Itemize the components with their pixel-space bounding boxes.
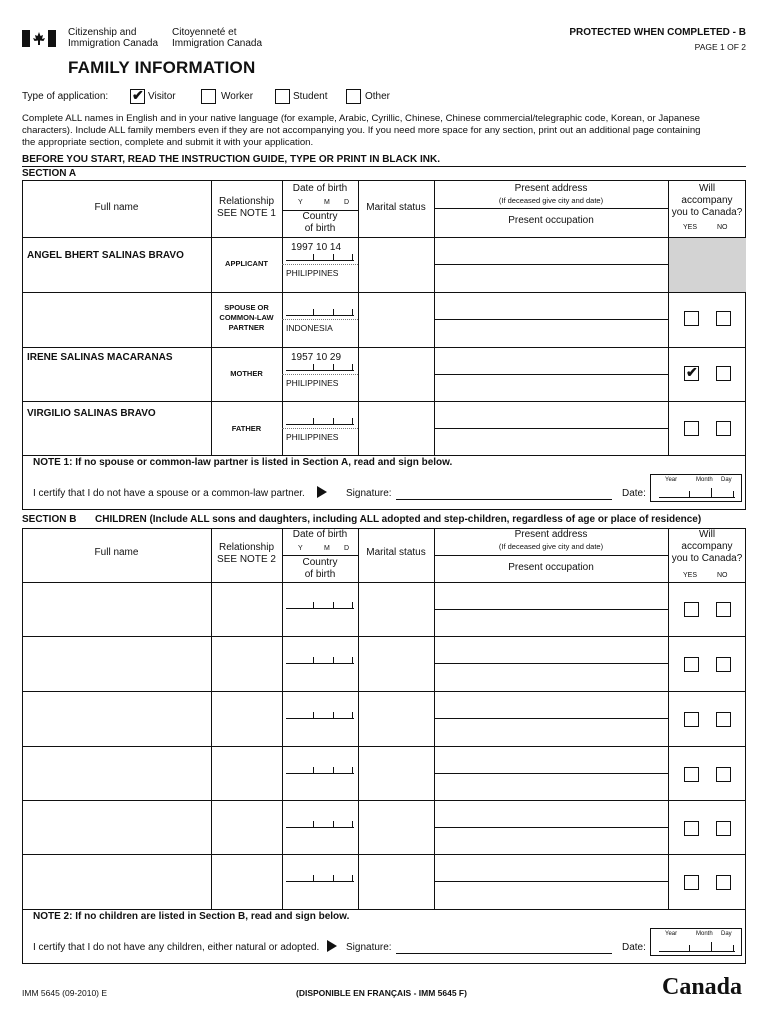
- spouse-country[interactable]: INDONESIA: [286, 323, 333, 333]
- grid-line: [668, 528, 669, 909]
- page-title: FAMILY INFORMATION: [68, 58, 256, 77]
- instructions: Complete ALL names in English and in your native language (for example, Arabic, Cyrillic, Chinese, Chinese commercial/telegraphic code, Korean, or Japanese characters). Include ALL family members even if they are not accompanying you. If you need more space for any section, print out an additional page containing the appropriate section, complete and submit it with your application.: [22, 113, 701, 148]
- french-availability: (DISPONIBLE EN FRANÇAIS - IMM 5645 F): [296, 988, 467, 998]
- grid-line: [22, 582, 746, 583]
- mother-country[interactable]: PHILIPPINES: [286, 378, 339, 388]
- page-number: PAGE 1 OF 2: [694, 42, 746, 52]
- student-checkbox[interactable]: [275, 89, 290, 104]
- dob-field: [286, 254, 354, 261]
- mother-name[interactable]: IRENE SALINAS MACARANAS: [27, 352, 173, 363]
- col-if-deceased: (If deceased give city and date): [498, 542, 604, 551]
- grid-line: [282, 374, 358, 375]
- certify-no-children: I certify that I do not have any children, either natural or adopted.: [33, 942, 320, 953]
- grid-line: [434, 881, 668, 882]
- note-2: NOTE 2: If no children are listed in Section B, read and sign below.: [33, 911, 350, 922]
- col-country-of-birth: Country of birth: [302, 211, 338, 234]
- date-field[interactable]: Year Month Day: [650, 928, 742, 956]
- grid-line: [22, 909, 746, 910]
- date-label: Date:: [622, 942, 646, 953]
- divider: [22, 166, 746, 167]
- accompany-na-shade: [669, 238, 746, 292]
- child-no-checkbox[interactable]: [716, 875, 731, 890]
- visitor-label: Visitor: [148, 91, 176, 102]
- grid-line: [434, 319, 668, 320]
- yes-label: YES: [683, 572, 698, 579]
- note-1: NOTE 1: If no spouse or common-law partner is listed in Section A, read and sign below.: [33, 457, 453, 468]
- relationship-spouse: SPOUSE OR COMMON-LAW PARTNER: [219, 303, 274, 332]
- month-label: M: [324, 545, 330, 552]
- year-label: Y: [298, 545, 303, 552]
- col-full-name: Full name: [94, 547, 139, 558]
- grid-line: [434, 264, 668, 265]
- worker-label: Worker: [221, 91, 254, 102]
- canada-flag-icon: [22, 30, 56, 47]
- grid-line: [434, 609, 668, 610]
- grid-line: [668, 180, 669, 455]
- no-label: NO: [717, 572, 728, 579]
- col-will-accompany: Will accompany you to Canada?: [671, 183, 743, 218]
- grid-line: [22, 347, 746, 348]
- dept-name-fr: Citoyenneté et Immigration Canada: [172, 27, 263, 49]
- applicant-country[interactable]: PHILIPPINES: [286, 268, 339, 278]
- dob-field[interactable]: [286, 602, 354, 609]
- dob-field: [286, 364, 354, 371]
- grid-line: [282, 264, 358, 265]
- relationship-mother: MOTHER: [230, 369, 263, 378]
- visitor-checkbox[interactable]: [130, 89, 145, 104]
- check-icon: ✔: [132, 87, 144, 103]
- dept-name-en: Citizenship and Immigration Canada: [68, 27, 159, 49]
- grid-line: [434, 827, 668, 828]
- relationship-father: FATHER: [231, 424, 262, 433]
- form-id: IMM 5645 (09-2010) E: [22, 988, 108, 998]
- worker-checkbox[interactable]: [201, 89, 216, 104]
- grid-line: [434, 555, 668, 556]
- grid-line: [22, 746, 746, 747]
- section-a-label: SECTION A: [22, 168, 77, 179]
- arrow-right-icon: [327, 940, 337, 952]
- child-yes-checkbox[interactable]: [684, 821, 699, 836]
- signature-field[interactable]: [396, 499, 612, 500]
- section-b-title: CHILDREN (Include ALL sons and daughters, including ALL adopted and step-children, regardless of age or place of residence): [95, 514, 702, 525]
- col-date-of-birth: Date of birth: [292, 529, 348, 540]
- dob-field[interactable]: [286, 712, 354, 719]
- child-no-checkbox[interactable]: [716, 602, 731, 617]
- grid-line: [282, 555, 358, 556]
- col-present-occupation: Present occupation: [508, 562, 594, 573]
- child-yes-checkbox[interactable]: [684, 657, 699, 672]
- dob-field[interactable]: [286, 767, 354, 774]
- signature-label: Signature:: [346, 942, 392, 953]
- mother-no-checkbox[interactable]: [716, 366, 731, 381]
- child-yes-checkbox[interactable]: [684, 602, 699, 617]
- section-b-label: SECTION B: [22, 514, 77, 525]
- col-marital-status: Marital status: [366, 547, 426, 558]
- dob-field[interactable]: [286, 875, 354, 882]
- dob-field[interactable]: [286, 821, 354, 828]
- other-label: Other: [365, 91, 391, 102]
- month-label: M: [324, 199, 330, 206]
- spouse-no-checkbox[interactable]: [716, 311, 731, 326]
- father-name[interactable]: VIRGILIO SALINAS BRAVO: [27, 408, 156, 419]
- student-label: Student: [293, 91, 328, 102]
- no-label: NO: [717, 224, 728, 231]
- grid-line: [434, 718, 668, 719]
- col-if-deceased: (If deceased give city and date): [498, 196, 604, 205]
- grid-line: [22, 455, 746, 456]
- child-yes-checkbox[interactable]: [684, 767, 699, 782]
- grid-line: [282, 528, 283, 909]
- dob-field[interactable]: [286, 309, 354, 316]
- yes-label: YES: [683, 224, 698, 231]
- applicant-name[interactable]: ANGEL BHERT SALINAS BRAVO: [27, 250, 184, 261]
- grid-line: [358, 180, 359, 455]
- year-label: Y: [298, 199, 303, 206]
- grid-line: [434, 663, 668, 664]
- col-present-occupation: Present occupation: [508, 215, 594, 226]
- child-no-checkbox[interactable]: [716, 767, 731, 782]
- date-field[interactable]: Year Month Day: [650, 474, 742, 502]
- mother-dob[interactable]: 1957 10 29: [291, 352, 342, 363]
- spouse-yes-checkbox[interactable]: [684, 311, 699, 326]
- col-date-of-birth: Date of birth: [292, 183, 348, 194]
- child-no-checkbox[interactable]: [716, 712, 731, 727]
- grid-line: [434, 208, 668, 209]
- grid-line: [211, 528, 212, 909]
- signature-label: Signature:: [346, 488, 392, 499]
- grid-line: [22, 800, 746, 801]
- col-present-address: Present address: [514, 529, 588, 540]
- protected-label: PROTECTED WHEN COMPLETED - B: [569, 27, 746, 38]
- grid-line: [22, 691, 746, 692]
- col-country-of-birth: Country of birth: [302, 557, 338, 580]
- father-country[interactable]: PHILIPPINES: [286, 432, 339, 442]
- father-yes-checkbox[interactable]: [684, 421, 699, 436]
- child-no-checkbox[interactable]: [716, 821, 731, 836]
- grid-line: [22, 401, 746, 402]
- grid-line: [358, 528, 359, 909]
- col-full-name: Full name: [94, 202, 139, 213]
- col-relationship: Relationship SEE NOTE 1: [217, 196, 276, 219]
- grid-line: [282, 428, 358, 429]
- date-label: Date:: [622, 488, 646, 499]
- arrow-right-icon: [317, 486, 327, 498]
- before-start-notice: BEFORE YOU START, READ THE INSTRUCTION GUIDE, TYPE OR PRINT IN BLACK INK.: [22, 154, 440, 165]
- check-icon: ✔: [686, 364, 698, 380]
- signature-field[interactable]: [396, 953, 612, 954]
- grid-line: [22, 237, 746, 238]
- day-label: D: [344, 199, 350, 206]
- other-checkbox[interactable]: [346, 89, 361, 104]
- certify-no-spouse: I certify that I do not have a spouse or a common-law partner.: [33, 488, 305, 499]
- child-yes-checkbox[interactable]: [684, 712, 699, 727]
- application-type-label: Type of application:: [22, 91, 109, 102]
- col-will-accompany: Will accompany you to Canada?: [671, 529, 743, 564]
- grid-line: [434, 773, 668, 774]
- grid-line: [22, 292, 746, 293]
- relationship-applicant: APPLICANT: [225, 259, 268, 268]
- col-relationship: Relationship SEE NOTE 2: [217, 542, 276, 565]
- col-present-address: Present address: [514, 183, 588, 194]
- grid-line: [434, 428, 668, 429]
- grid-line: [22, 636, 746, 637]
- dob-field[interactable]: [286, 418, 354, 425]
- child-yes-checkbox[interactable]: [684, 875, 699, 890]
- dob-field[interactable]: [286, 657, 354, 664]
- father-no-checkbox[interactable]: [716, 421, 731, 436]
- child-no-checkbox[interactable]: [716, 657, 731, 672]
- grid-line: [434, 374, 668, 375]
- mother-yes-checkbox[interactable]: [684, 366, 699, 381]
- col-marital-status: Marital status: [366, 202, 426, 213]
- canada-wordmark: Canada: [662, 974, 743, 1000]
- applicant-dob[interactable]: 1997 10 14: [291, 242, 342, 253]
- grid-line: [282, 319, 358, 320]
- day-label: D: [344, 545, 350, 552]
- grid-line: [22, 854, 746, 855]
